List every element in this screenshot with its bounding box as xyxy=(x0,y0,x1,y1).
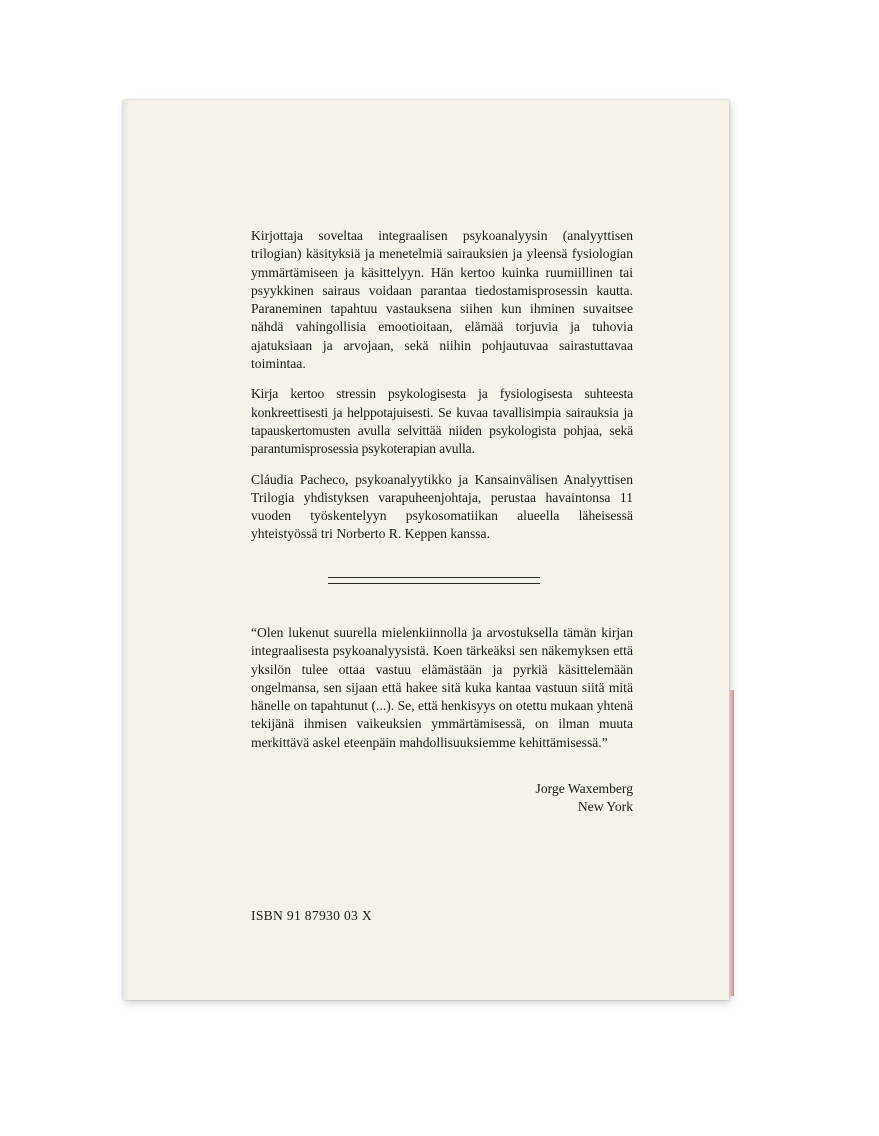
book-back-cover xyxy=(123,100,729,1000)
quote-attribution xyxy=(251,780,633,817)
quote-location: New York xyxy=(577,799,633,815)
blurb-text xyxy=(251,227,633,556)
blurb-paragraph-2: Kirja kertoo stressin psykologisesta ja fysiologisesta suhteesta konkreettisesti ja helppotajuisesti. Se kuvaa tavallisimpia sairauksia ja tapauskertomusten avulla selvittää niiden psykologista pohjaa, sekä parantumisprosessia psykoterapian avulla. xyxy=(251,386,633,457)
blurb-paragraph-3: Cláudia Pacheco, psykoanalyytikko ja Kansainvälisen Analyyttisen Trilogia yhdistyksen varapuheenjohtaja, perustaa havaintonsa 11 vuoden työskentelyyn psykosomatiikan alueella läheisessä yhteistyössä tri Norberto R. Keppen kanssa. xyxy=(251,471,633,542)
page-edge-accent xyxy=(729,690,734,996)
isbn-number: ISBN 91 87930 03 X xyxy=(251,908,372,923)
double-rule-divider xyxy=(328,577,540,585)
quote-author: Jorge Waxemberg xyxy=(535,781,633,796)
quote-text: “Olen lukenut suurella mielenkiinnolla ja arvostuksella tämän kirjan integraalisesta psykoanalyysistä. Koen tärkeäksi sen näkemyksen että yksilön tulee ottaa vastuu elämästään ja pyrkiä käsittelemään ongelmansa, sen sijaan että hakee sitä kuka kantaa vastuun siitä mitä hänelle on tapahtunut (...). Se, että henkisyys on otettu mukaan yhtenä tekijänä ihmisen vaikeuksien ymmärtämisessä, on ilman muuta merkittävä askel eteenpäin mahdollisuuksiemme kehittämisessä.” xyxy=(251,625,633,750)
blurb-paragraph-1: Kirjottaja soveltaa integraalisen psykoanalyysin (analyyttisen trilogian) käsityksiä ja menetelmiä sairauksien ja yleensä fysiologian ymmärtämiseen ja käsittelyyn. Hän kertoo kuinka ruumiillinen tai psyykkinen sairaus voidaan parantaa tiedostamisprosessin kautta. Paraneminen tapahtuu vastauksena siihen kun ihminen suvaitsee nähdä vahingollisia emootioitaan, elämää torjuvia ja tuhovia ajatuksiaan ja arvojaan, sekä niihin pohjautuvaa sairastuttavaa toimintaa. xyxy=(251,228,633,372)
spine-shadow xyxy=(123,100,129,1000)
testimonial-quote xyxy=(251,624,633,752)
